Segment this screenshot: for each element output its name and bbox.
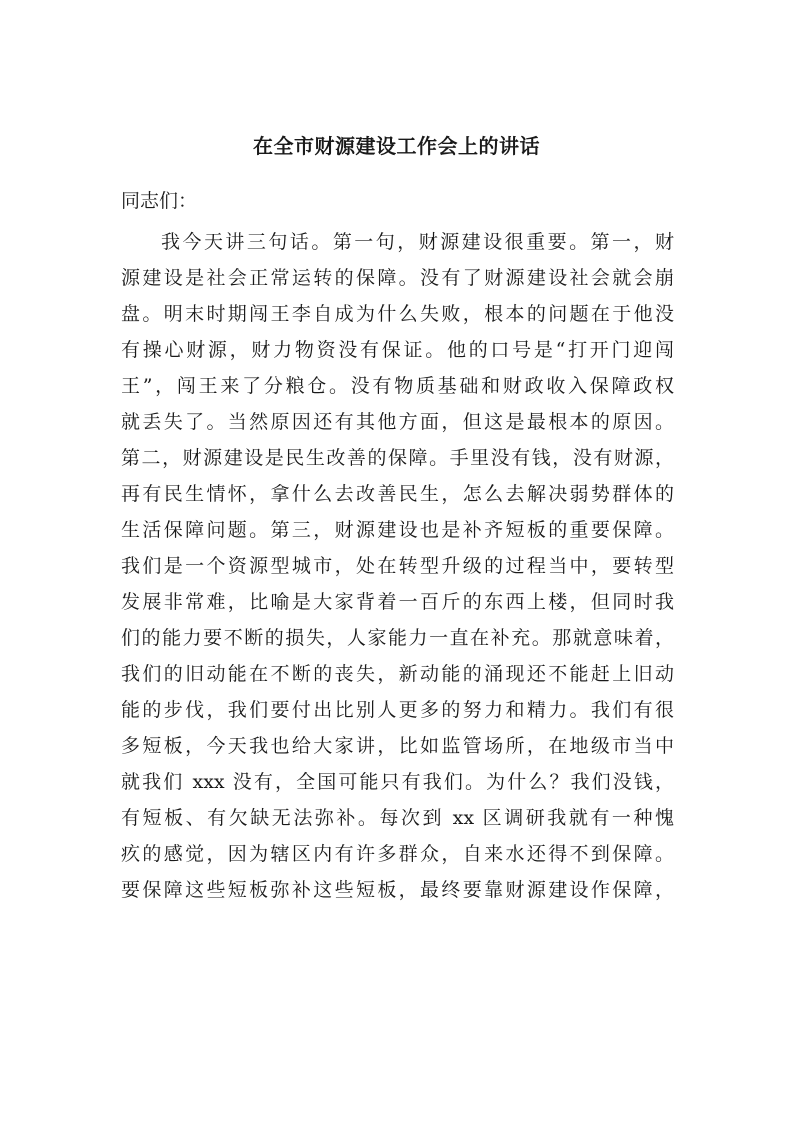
text-line: 第二，财源建设是民生改善的保障。手里没有钱，没有财源， [121,447,674,469]
text-line: 多短板，今天我也给大家讲，比如监管场所，在地级市当中 [121,735,674,757]
text-line: 能的步伐，我们要付出比别人更多的努力和精力。我们有很 [121,699,674,721]
text-line: 生活保障问题。第三，财源建设也是补齐短板的重要保障。 [121,519,674,541]
text-line: 我们是一个资源型城市，处在转型升级的过程当中，要转型 [121,555,674,577]
text-line: 再有民生情怀，拿什么去改善民生，怎么去解决弱势群体的 [121,483,674,505]
text-line: 我们的旧动能在不断的丧失，新动能的涌现还不能赶上旧动 [121,663,674,685]
text-line: 盘。明末时期闯王李自成为什么失败，根本的问题在于他没 [121,303,674,325]
text-line: 我今天讲三句话。第一句，财源建设很重要。第一，财 [161,231,674,253]
text-line: 就丢失了。当然原因还有其他方面，但这是最根本的原因。 [121,411,674,433]
body-paragraph [121,224,674,908]
text-line: 疚的感觉，因为辖区内有许多群众，自来水还得不到保障。 [121,843,674,865]
salutation: 同志们： [121,190,198,212]
text-line: 要保障这些短板弥补这些短板，最终要靠财源建设作保障， [121,879,674,901]
text-line: 有短板、有欠缺无法弥补。每次到 xx 区调研我就有一种愧 [121,807,674,829]
text-line: 源建设是社会正常运转的保障。没有了财源建设社会就会崩 [121,267,674,289]
document-title: 在全市财源建设工作会上的讲话 [253,134,540,158]
text-line: 王”，闯王来了分粮仓。没有物质基础和财政收入保障政权 [121,375,674,397]
text-line: 发展非常难，比喻是大家背着一百斤的东西上楼，但同时我 [121,591,674,613]
text-line: 们的能力要不断的损失，人家能力一直在补充。那就意味着， [121,627,674,649]
text-line: 就我们 xxx 没有，全国可能只有我们。为什么？我们没钱， [121,771,674,793]
text-line: 有操心财源，财力物资没有保证。他的口号是“打开门迎闯 [121,339,674,361]
